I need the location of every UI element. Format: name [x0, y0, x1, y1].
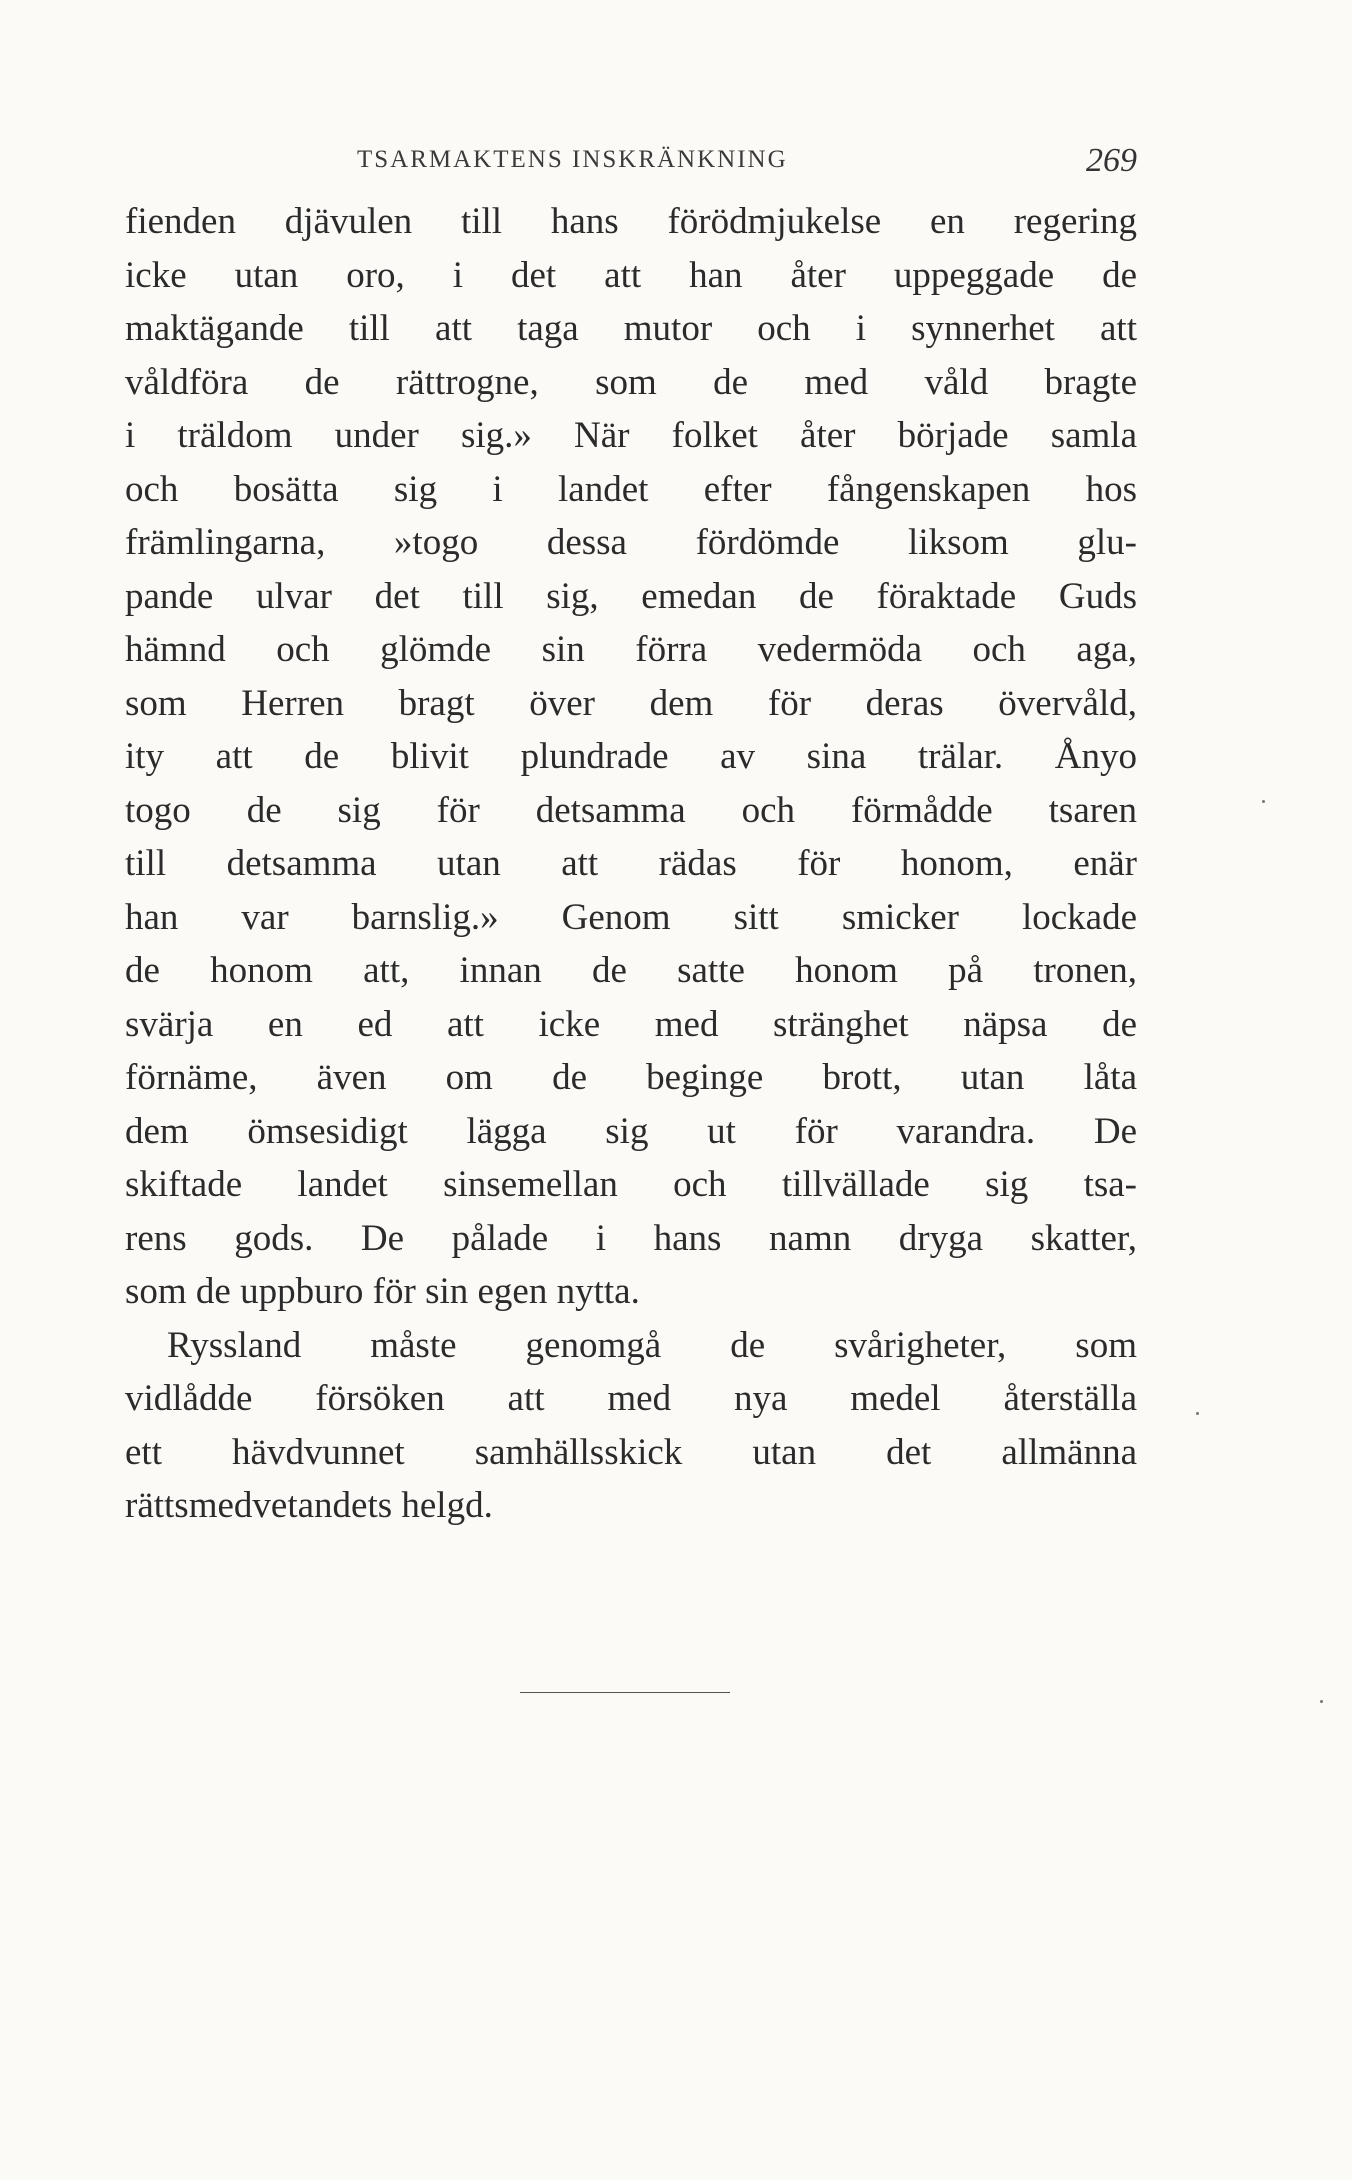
text-line: och bosätta sig i landet efter fångenskapen hos: [125, 468, 1137, 510]
text-line: dem ömsesidigt lägga sig ut för varandra. De: [125, 1110, 1137, 1152]
text-line: rättsmedvetandets helgd.: [125, 1485, 493, 1526]
text-line: våldföra de rättrogne, som de med våld bragte: [125, 361, 1137, 403]
text-line: i träldom under sig.» När folket åter började samla: [125, 415, 1137, 456]
end-rule: [520, 1692, 730, 1693]
paper-speck: [1196, 1412, 1199, 1415]
text-line: förnäme, även om de beginge brott, utan låta: [125, 1057, 1137, 1098]
text-line: togo de sig för detsamma och förmådde tsaren: [125, 789, 1137, 831]
text-line: icke utan oro, i det att han åter uppeggade de: [125, 254, 1137, 296]
text-line: hämnd och glömde sin förra vedermöda och aga,: [125, 629, 1137, 670]
text-line: till detsamma utan att rädas för honom, enär: [125, 843, 1137, 884]
text-line: maktägande till att taga mutor och i synnerhet att: [125, 308, 1137, 349]
text-line: svärja en ed att icke med stränghet näpsa de: [125, 1003, 1137, 1045]
body-text: [125, 195, 1137, 1533]
paragraph: [125, 1319, 1137, 1533]
text-line: som Herren bragt över dem för deras övervåld,: [125, 682, 1137, 724]
text-line: ity att de blivit plundrade av sina trälar. Ånyo: [125, 736, 1137, 777]
text-line: de honom att, innan de satte honom på tronen,: [125, 950, 1137, 991]
text-line: fienden djävulen till hans förödmjukelse en regering: [125, 201, 1137, 242]
running-title: TSARMAKTENS INSKRÄNKNING: [357, 146, 788, 173]
text-line: främlingarna, »togo dessa fördömde liksom glu-: [125, 522, 1137, 563]
paper-speck: [1262, 800, 1265, 803]
paragraph: [125, 195, 1137, 1319]
page-number: 269: [1086, 142, 1137, 179]
text-line: han var barnslig.» Genom sitt smicker lockade: [125, 896, 1137, 938]
text-line: ett hävdvunnet samhällsskick utan det allmänna: [125, 1431, 1137, 1473]
text-line: vidlådde försöken att med nya medel återställa: [125, 1378, 1137, 1419]
text-line: Ryssland måste genomgå de svårigheter, som: [167, 1324, 1137, 1366]
text-line: pande ulvar det till sig, emedan de föraktade Guds: [125, 575, 1137, 617]
text-line: rens gods. De pålade i hans namn dryga skatter,: [125, 1217, 1137, 1259]
text-line: som de uppburo för sin egen nytta.: [125, 1271, 640, 1312]
page-header: [125, 142, 1137, 184]
paper-speck: [1320, 1700, 1323, 1703]
text-line: skiftade landet sinsemellan och tillvällade sig tsa-: [125, 1164, 1137, 1205]
